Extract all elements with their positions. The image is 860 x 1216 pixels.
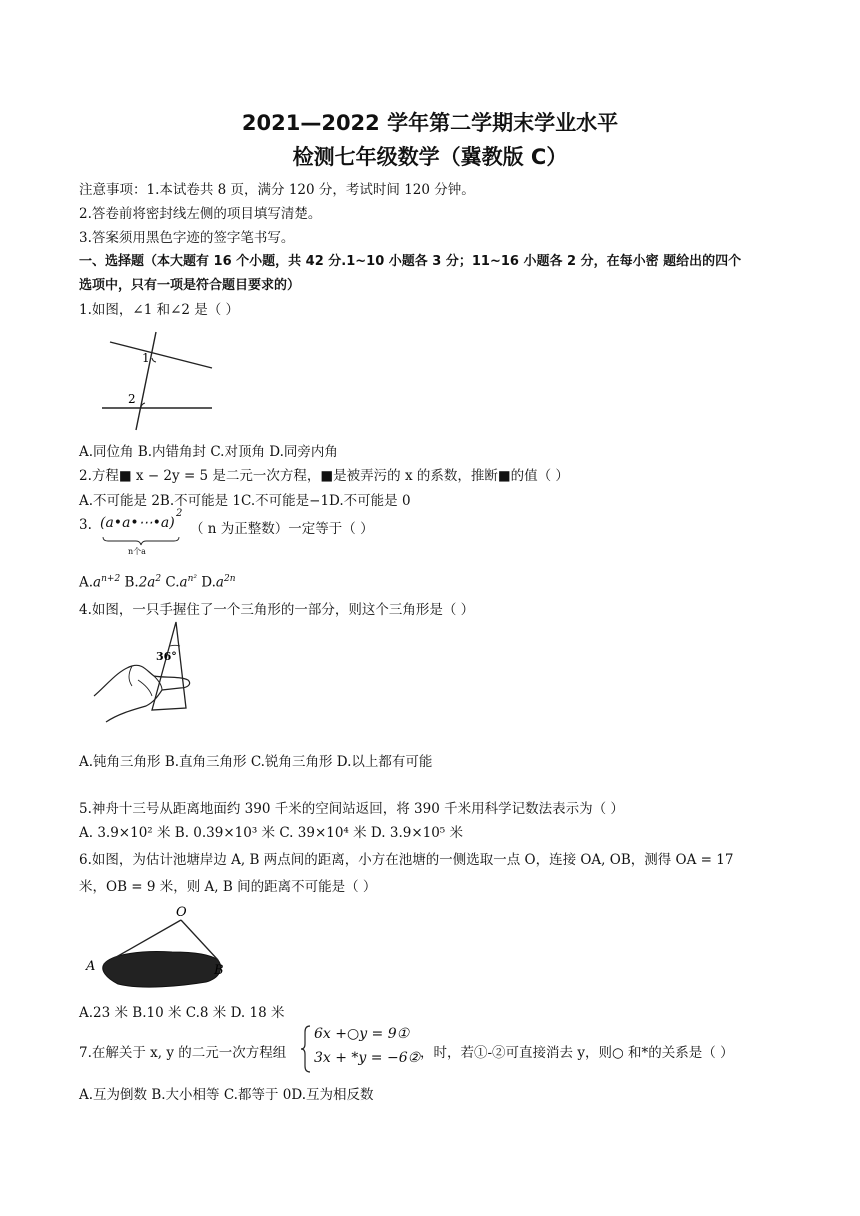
q3-product: (a•a•⋯•a) <box>100 515 175 531</box>
q3-option-d-label: D. <box>201 574 216 591</box>
q3-underbrace-label: n个a <box>128 547 146 556</box>
q5-stem: 5.神舟十三号从距离地面约 390 千米的空间站返回，将 390 千米用科学记数法表示为（ ） <box>79 801 624 817</box>
q3-option-a-sup: n+2 <box>101 574 121 584</box>
q6-point-a: A <box>86 959 96 974</box>
q2-options: A.不可能是 2B.不可能是 1C.不可能是−1D.不可能是 0 <box>79 493 411 509</box>
q3-option-b-base: 2a <box>138 574 156 591</box>
q3-option-a-label: A. <box>79 574 94 591</box>
q7-stem-pre: 7.在解关于 x, y 的二元一次方程组 <box>79 1045 287 1061</box>
notice-1: 注意事项：1.本试卷共 8 页，满分 120 分，考试时间 120 分钟。 <box>79 182 475 198</box>
section1-heading-cont: 选项中，只有一项是符合题目要求的） <box>79 278 301 293</box>
q6-options: A.23 米 B.10 米 C.8 米 D. 18 米 <box>79 1005 285 1021</box>
q1-figure <box>96 326 220 432</box>
q3-option-d-sup: 2n <box>223 574 236 584</box>
notice-2: 2.答卷前将密封线左侧的项目填写清楚。 <box>79 206 322 222</box>
q6-stem-line1: 6.如图，为估计池塘岸边 A, B 两点间的距离，小方在池塘的一侧选取一点 O，连接 OA, OB，测得 OA = 17 <box>79 852 734 868</box>
q1-angle2-label: 2 <box>128 392 136 406</box>
q7-system-brace <box>300 1024 312 1074</box>
q6-figure <box>82 902 232 994</box>
q1-stem: 1.如图，∠1 和∠2 是（ ） <box>79 302 240 318</box>
q1-options: A.同位角 B.内错角封 C.对顶角 D.同旁内角 <box>79 444 338 460</box>
q3-number: 3. <box>79 517 92 533</box>
q5-options: A. 3.9×10² 米 B. 0.39×10³ 米 C. 39×10⁴ 米 D. 3.9×10⁵ 米 <box>79 825 464 841</box>
q3-expression <box>100 508 183 558</box>
q7-options: A.互为倒数 B.大小相等 C.都等于 0D.互为相反数 <box>79 1087 374 1103</box>
exam-title-line1: 2021—2022 学年第二学期末学业水平 <box>241 111 619 135</box>
q7-equation-1: 6x +○y = 9① <box>314 1026 410 1042</box>
notice-3: 3.答案须用黑色字迹的签字笔书写。 <box>79 230 295 246</box>
exam-title-line2: 检测七年级数学（冀教版 C） <box>292 145 568 169</box>
q6-point-b: B <box>214 963 224 978</box>
q3-option-c-sup: n² <box>187 574 197 584</box>
q3-option-b-label: B. <box>124 574 139 591</box>
q1-angle1-label: 1 <box>142 351 150 365</box>
q3-exponent: 2 <box>176 508 183 519</box>
q3-option-c-base: a <box>179 574 188 591</box>
q4-stem: 4.如图，一只手握住了一个三角形的一部分，则这个三角形是（ ） <box>79 602 475 618</box>
q6-stem-line2: 米，OB = 9 米，则 A, B 间的距离不可能是（ ） <box>79 879 377 895</box>
q3-option-a-base: a <box>93 574 102 591</box>
q4-options: A.钝角三角形 B.直角三角形 C.锐角三角形 D.以上都有可能 <box>79 754 433 770</box>
section1-heading: 一、选择题（本大题有 16 个小题，共 42 分.1~10 小题各 3 分；11~16 小题各 2 分，在每小密 题给出的四个 <box>79 254 742 269</box>
q4-angle-label: 36° <box>156 650 177 663</box>
q3-tail: （ n 为正整数）一定等于（ ） <box>190 521 374 537</box>
q3-options <box>79 574 236 591</box>
q3-option-c-label: C. <box>165 574 180 591</box>
q3-option-d-base: a <box>215 574 224 591</box>
q3-underbrace <box>102 536 180 546</box>
q2-stem: 2.方程■ x − 2y = 5 是二元一次方程，■是被弄污的 x 的系数，推断■的值（ ） <box>79 468 569 484</box>
q6-point-o: O <box>176 905 187 920</box>
q7-stem-post: ，时，若①-②可直接消去 y，则○ 和*的关系是（ ） <box>420 1045 734 1061</box>
q4-figure <box>88 618 198 728</box>
q3-option-b-sup: 2 <box>155 574 162 584</box>
q7-equation-2: 3x + *y = −6② <box>314 1050 421 1066</box>
